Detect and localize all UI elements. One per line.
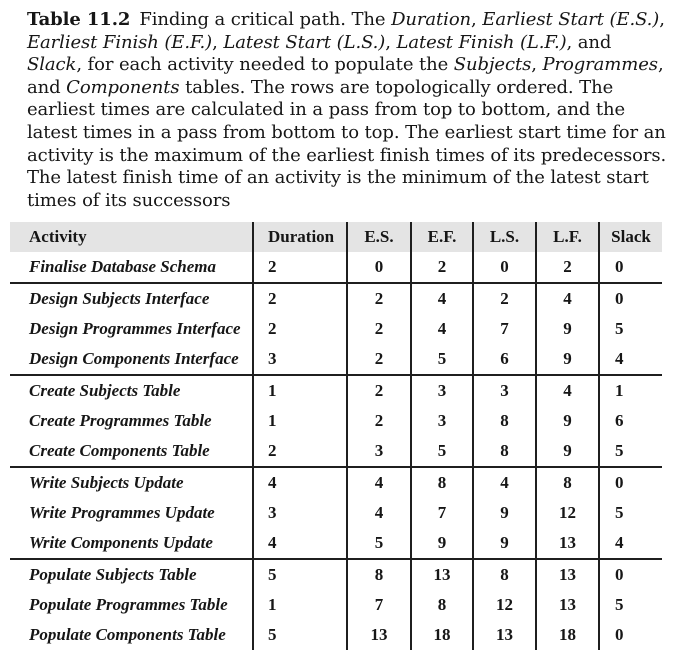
cell-value: 4 xyxy=(347,467,411,498)
cell-value: 6 xyxy=(473,344,536,375)
cell-value: 0 xyxy=(599,620,662,650)
caption-segment: , and xyxy=(566,31,612,53)
table-row xyxy=(10,406,662,436)
table-row xyxy=(10,375,662,406)
cell-activity: Create Components Table xyxy=(29,441,210,461)
cell-value: 2 xyxy=(253,252,347,283)
cell-value: 7 xyxy=(411,498,473,528)
column-header-ls: L.S. xyxy=(473,222,536,252)
critical-path-table xyxy=(10,222,662,650)
table-row xyxy=(10,590,662,620)
cell-value: 3 xyxy=(347,436,411,467)
cell-value: 5 xyxy=(411,436,473,467)
caption-segment: Latest Start (L.S.) xyxy=(223,31,386,53)
cell-value: 5 xyxy=(411,344,473,375)
cell-value: 12 xyxy=(473,590,536,620)
cell-value: 9 xyxy=(536,406,599,436)
cell-value: 9 xyxy=(536,314,599,344)
cell-activity: Create Programmes Table xyxy=(29,411,212,431)
cell-value: 2 xyxy=(473,283,536,314)
cell-value: 8 xyxy=(411,467,473,498)
cell-value: 13 xyxy=(347,620,411,650)
cell-value: 3 xyxy=(411,406,473,436)
cell-value: 13 xyxy=(411,559,473,590)
cell-value: 0 xyxy=(599,559,662,590)
cell-activity: Populate Components Table xyxy=(29,625,226,645)
caption-segment: , xyxy=(212,31,224,53)
cell-value: 1 xyxy=(253,375,347,406)
cell-activity: Write Components Update xyxy=(29,533,213,553)
cell-value: 0 xyxy=(599,283,662,314)
table-row xyxy=(10,436,662,467)
cell-value: 2 xyxy=(347,375,411,406)
cell-value: 5 xyxy=(599,436,662,467)
cell-value: 4 xyxy=(473,467,536,498)
cell-value: 18 xyxy=(536,620,599,650)
cell-value: 9 xyxy=(473,528,536,559)
table-body xyxy=(10,252,662,650)
cell-value: 8 xyxy=(411,590,473,620)
cell-value: 2 xyxy=(253,314,347,344)
caption-segment: Earliest Start (E.S.) xyxy=(482,9,660,30)
cell-value: 8 xyxy=(347,559,411,590)
cell-activity: Finalise Database Schema xyxy=(29,257,217,277)
table-row xyxy=(10,528,662,559)
cell-value: 13 xyxy=(473,620,536,650)
caption-segment: Slack xyxy=(27,54,77,76)
cell-value: 7 xyxy=(347,590,411,620)
table-row xyxy=(10,467,662,498)
table-row xyxy=(10,620,662,650)
cell-value: 5 xyxy=(347,528,411,559)
cell-value: 2 xyxy=(253,283,347,314)
caption-segment: Latest Finish (L.F.) xyxy=(396,31,567,53)
cell-value: 5 xyxy=(599,498,662,528)
caption-segment: , xyxy=(385,31,397,53)
cell-value: 9 xyxy=(473,498,536,528)
cell-value: 5 xyxy=(599,314,662,344)
caption-segment: , xyxy=(531,54,543,76)
caption-segment: , xyxy=(659,9,665,30)
cell-value: 8 xyxy=(473,406,536,436)
cell-value: 3 xyxy=(473,375,536,406)
cell-value: 1 xyxy=(253,590,347,620)
cell-value: 3 xyxy=(253,498,347,528)
cell-value: 0 xyxy=(599,252,662,283)
cell-value: 0 xyxy=(347,252,411,283)
cell-value: 5 xyxy=(599,590,662,620)
cell-value: 13 xyxy=(536,528,599,559)
cell-value: 2 xyxy=(347,314,411,344)
cell-value: 4 xyxy=(536,375,599,406)
cell-value: 9 xyxy=(536,436,599,467)
cell-value: 6 xyxy=(599,406,662,436)
cell-value: 5 xyxy=(253,620,347,650)
cell-value: 0 xyxy=(473,252,536,283)
column-header-es: E.S. xyxy=(347,222,411,252)
table-row xyxy=(10,252,662,283)
cell-value: 3 xyxy=(253,344,347,375)
cell-value: 13 xyxy=(536,590,599,620)
cell-value: 2 xyxy=(347,283,411,314)
cell-activity: Design Programmes Interface xyxy=(29,319,241,339)
table-row xyxy=(10,344,662,375)
column-header-duration: Duration xyxy=(253,222,347,252)
caption-segment: , and xyxy=(27,54,664,98)
cell-value: 13 xyxy=(536,559,599,590)
cell-value: 7 xyxy=(473,314,536,344)
header-row xyxy=(10,222,662,252)
table-caption xyxy=(0,0,680,212)
column-header-activity: Activity xyxy=(10,222,253,252)
caption-segment: , xyxy=(471,9,483,30)
cell-value: 8 xyxy=(473,436,536,467)
cell-value: 4 xyxy=(599,528,662,559)
caption-segment: tables. The rows are topologically ordered. The earliest times are calculated in a pass from top to bottom, and the latest times in a pass from bottom to top. The earliest start time for an activity is the maximum of the earliest finish times of its predecessors. The latest finish time of an activity is the minimum of the latest start times of its successors xyxy=(27,76,667,211)
caption-segment: Subjects xyxy=(453,54,532,76)
table-caption-text xyxy=(27,9,666,211)
cell-activity: Populate Programmes Table xyxy=(29,595,228,615)
cell-value: 9 xyxy=(411,528,473,559)
caption-segment: Finding a critical path. The xyxy=(139,9,392,30)
caption-segment: Programmes xyxy=(542,54,658,76)
cell-activity: Design Subjects Interface xyxy=(10,283,253,314)
cell-value: 2 xyxy=(411,252,473,283)
cell-value: 9 xyxy=(536,344,599,375)
cell-value: 2 xyxy=(253,436,347,467)
table-row xyxy=(10,559,662,590)
cell-value: 4 xyxy=(253,528,347,559)
caption-segment: , for each activity needed to populate the xyxy=(76,54,454,76)
caption-segment: Duration xyxy=(391,9,472,30)
cell-activity: Create Subjects Table xyxy=(10,375,253,406)
caption-segment: Earliest Finish (E.F.) xyxy=(27,31,213,53)
table-row xyxy=(10,283,662,314)
cell-value: 4 xyxy=(411,314,473,344)
cell-value: 4 xyxy=(599,344,662,375)
column-header-lf: L.F. xyxy=(536,222,599,252)
table-row xyxy=(10,314,662,344)
cell-activity: Write Programmes Update xyxy=(29,503,215,523)
column-header-slack: Slack xyxy=(599,222,662,252)
cell-value: 2 xyxy=(347,344,411,375)
cell-value: 4 xyxy=(253,467,347,498)
cell-value: 8 xyxy=(473,559,536,590)
cell-value: 4 xyxy=(347,498,411,528)
cell-activity: Populate Subjects Table xyxy=(10,559,253,590)
cell-activity: Write Subjects Update xyxy=(10,467,253,498)
cell-value: 8 xyxy=(536,467,599,498)
cell-value: 5 xyxy=(253,559,347,590)
cell-value: 4 xyxy=(411,283,473,314)
cell-value: 3 xyxy=(411,375,473,406)
cell-value: 0 xyxy=(599,467,662,498)
table-number-label: Table 11.2 xyxy=(27,9,131,30)
caption-segment: Components xyxy=(66,76,180,98)
table-header xyxy=(10,222,662,252)
cell-value: 2 xyxy=(347,406,411,436)
table-row xyxy=(10,498,662,528)
cell-activity: Design Components Interface xyxy=(29,349,239,369)
cell-value: 2 xyxy=(536,252,599,283)
cell-value: 4 xyxy=(536,283,599,314)
cell-value: 1 xyxy=(599,375,662,406)
cell-value: 18 xyxy=(411,620,473,650)
column-header-ef: E.F. xyxy=(411,222,473,252)
cell-value: 1 xyxy=(253,406,347,436)
cell-value: 12 xyxy=(536,498,599,528)
